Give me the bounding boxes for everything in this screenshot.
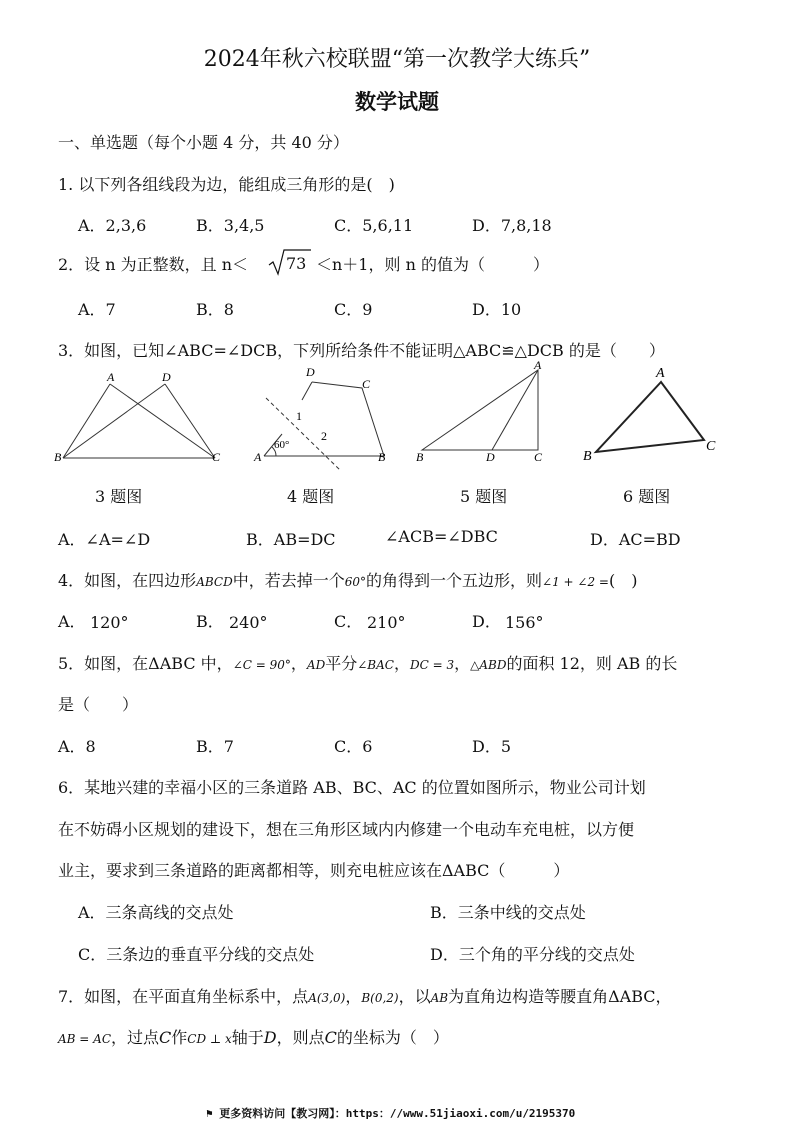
- q3-option-a: A．∠A=∠D: [58, 530, 151, 549]
- q4-quad: ABCD: [196, 575, 233, 589]
- question-4-stem: [58, 568, 637, 591]
- q1-option-d: D．7,8,18: [472, 216, 552, 235]
- question-2-stem-part1: 2．设 n 为正整数，且 n＜: [58, 255, 249, 274]
- q6-option-a: A．三条高线的交点处: [78, 903, 234, 922]
- q3-option-c: ∠ACB=∠DBC: [385, 527, 498, 546]
- q4-text-d: ( ): [608, 571, 638, 590]
- q7-text-g: ，则点: [276, 1028, 325, 1047]
- question-5-stem-cont: 是（ ）: [58, 695, 139, 714]
- fig3-label-c: C: [212, 450, 221, 464]
- q7-eq: AB = AC: [58, 1032, 112, 1046]
- q5-option-a: A．8: [58, 737, 96, 756]
- q5-option-c: C．6: [334, 737, 373, 756]
- fig5-label-a: A: [534, 358, 542, 372]
- section-heading: 一、单选题（每个小题 4 分，共 40 分）: [58, 133, 349, 152]
- q4-option-c-letter: C．: [334, 612, 363, 631]
- fig5-label-d: D: [486, 450, 495, 464]
- q3-option-b: B．AB=DC: [246, 530, 336, 549]
- question-6-line-1: 6．某地兴建的幸福小区的三条道路 AB、BC、AC 的位置如图所示，物业公司计划: [58, 778, 646, 797]
- fig4-label-1: 1: [296, 409, 302, 423]
- q7-text-b: ，以: [398, 987, 431, 1006]
- q6-option-d: D．三个角的平分线的交点处: [430, 945, 635, 964]
- q5-cond-c: ∠C = 90°: [232, 658, 291, 672]
- q1-option-c: C．5,6,11: [334, 216, 414, 235]
- sqrt-value: 73: [286, 254, 307, 273]
- q7-point-b: B(0,2): [361, 991, 399, 1005]
- q7-text-f: 轴于: [231, 1028, 264, 1047]
- fig5-label-c: C: [534, 450, 543, 464]
- q5-text-b: 的面积 12，则 AB 的长: [506, 654, 678, 673]
- q2-option-a: A．7: [78, 300, 116, 319]
- q7-text-c: 为直角边构造等腰直角ΔABC，: [448, 987, 672, 1006]
- q5-abd: △ABD: [470, 658, 507, 672]
- figure-5: [410, 358, 550, 468]
- question-5-stem: 5．如图，在ΔABC 中，∠C = 90°，AD平分∠BAC，DC = 3，△ABD的面积 12，则 AB 的长: [58, 654, 678, 673]
- fig6-label-b: B: [583, 449, 592, 464]
- q7-perp: CD ⊥ x: [187, 1032, 232, 1046]
- q7-text-h: 的坐标为（ ）: [336, 1028, 449, 1047]
- figure-3: [52, 368, 230, 468]
- footer: [206, 1105, 575, 1121]
- fig4-label-2: 2: [321, 429, 327, 443]
- q4-option-b-value: 240°: [229, 613, 268, 632]
- question-7-stem-cont: [58, 1025, 449, 1048]
- caption-figure-3: 3 题图: [95, 487, 143, 506]
- question-6-line-3: 业主，要求到三条道路的距离都相等，则充电桩应该在ΔABC（ ）: [58, 861, 570, 880]
- q1-option-a: A．2,3,6: [78, 216, 147, 235]
- footer-link[interactable]: 更多资料访问【教习网】：https：//www.51jiaoxi.com/u/2195370: [219, 1107, 576, 1120]
- q7-text-e: 作: [171, 1028, 188, 1047]
- figure-4: [250, 362, 395, 474]
- q5-option-b: B．7: [196, 737, 234, 756]
- q5-text-bisect: 平分: [325, 654, 358, 673]
- sqrt-expression: [268, 246, 312, 276]
- q7-point-d: D: [263, 1028, 277, 1047]
- fig6-label-c: C: [706, 439, 716, 454]
- q4-option-c-value: 210°: [367, 613, 406, 632]
- fig5-label-b: B: [416, 450, 424, 464]
- q4-expr: ∠1 + ∠2 =: [542, 575, 609, 589]
- fig4-label-c: C: [362, 377, 371, 391]
- q4-text-a: 4．如图，在四边形: [58, 571, 197, 590]
- q7-point-a: A(3,0): [308, 991, 346, 1005]
- question-6-line-2: 在不妨碍小区规划的建设下，想在三角形区域内内修建一个电动车充电桩，以方便: [58, 820, 635, 839]
- q4-option-b-letter: B．: [196, 612, 224, 631]
- q7-text-d: ，过点: [111, 1028, 160, 1047]
- caption-figure-5: 5 题图: [460, 487, 508, 506]
- q4-angle: 60°: [344, 575, 366, 589]
- q4-option-d-letter: D．: [472, 612, 501, 631]
- fig3-label-b: B: [54, 450, 62, 464]
- fig4-label-b: B: [378, 450, 386, 464]
- q7-point-c-2: C: [324, 1028, 337, 1047]
- flag-icon: ⚑: [206, 1107, 213, 1120]
- q4-option-d-value: 156°: [505, 613, 544, 632]
- question-2-stem-part2: ＜n＋1，则 n 的值为（ ）: [316, 255, 549, 274]
- figure-6: [580, 362, 730, 468]
- page-subtitle: 数学试题: [355, 89, 439, 114]
- q5-dc: DC = 3: [409, 658, 455, 672]
- q2-option-b: B．8: [196, 300, 234, 319]
- fig4-label-a: A: [254, 450, 262, 464]
- q5-option-d: D．5: [472, 737, 512, 756]
- q5-angle-bac: ∠BAC: [357, 658, 394, 672]
- fig6-label-a: A: [656, 366, 665, 381]
- q7-ab: AB: [430, 991, 449, 1005]
- q7-text-a: 7．如图，在平面直角坐标系中，点: [58, 987, 309, 1006]
- question-7-stem: 7．如图，在平面直角坐标系中，点A(3,0)，B(0,2)，以AB为直角边构造等腰直角ΔABC，: [58, 987, 672, 1006]
- q7-point-c: C: [159, 1028, 172, 1047]
- caption-figure-4: 4 题图: [287, 487, 335, 506]
- q1-option-b: B．3,4,5: [196, 216, 265, 235]
- q5-text-a: 5．如图，在ΔABC 中，: [58, 654, 233, 673]
- q6-option-c: C．三条边的垂直平分线的交点处: [78, 945, 315, 964]
- q3-option-d: D．AC=BD: [590, 530, 681, 549]
- q2-option-d: D．10: [472, 300, 522, 319]
- q5-ad: AD: [306, 658, 326, 672]
- fig4-label-d: D: [306, 365, 315, 379]
- q4-option-a-letter: A．: [58, 612, 86, 631]
- q4-text-c: 的角得到一个五边形，则: [366, 571, 543, 590]
- page-title: 2024年秋六校联盟“第一次教学大练兵”: [203, 47, 591, 72]
- q6-option-b: B．三条中线的交点处: [430, 903, 586, 922]
- caption-figure-6: 6 题图: [623, 487, 671, 506]
- fig3-label-d: D: [162, 370, 171, 384]
- question-1-stem: 1. 以下列各组线段为边，能组成三角形的是( ): [58, 175, 395, 194]
- question-3-stem: 3．如图，已知∠ABC=∠DCB，下列所给条件不能证明△ABC≌△DCB 的是（ ）: [58, 341, 665, 360]
- q4-option-a-value: 120°: [90, 613, 129, 632]
- q2-option-c: C．9: [334, 300, 373, 319]
- fig4-label-60: 60°: [274, 439, 290, 451]
- fig3-label-a: A: [107, 370, 115, 384]
- q4-text-b: 中，若去掉一个: [232, 571, 345, 590]
